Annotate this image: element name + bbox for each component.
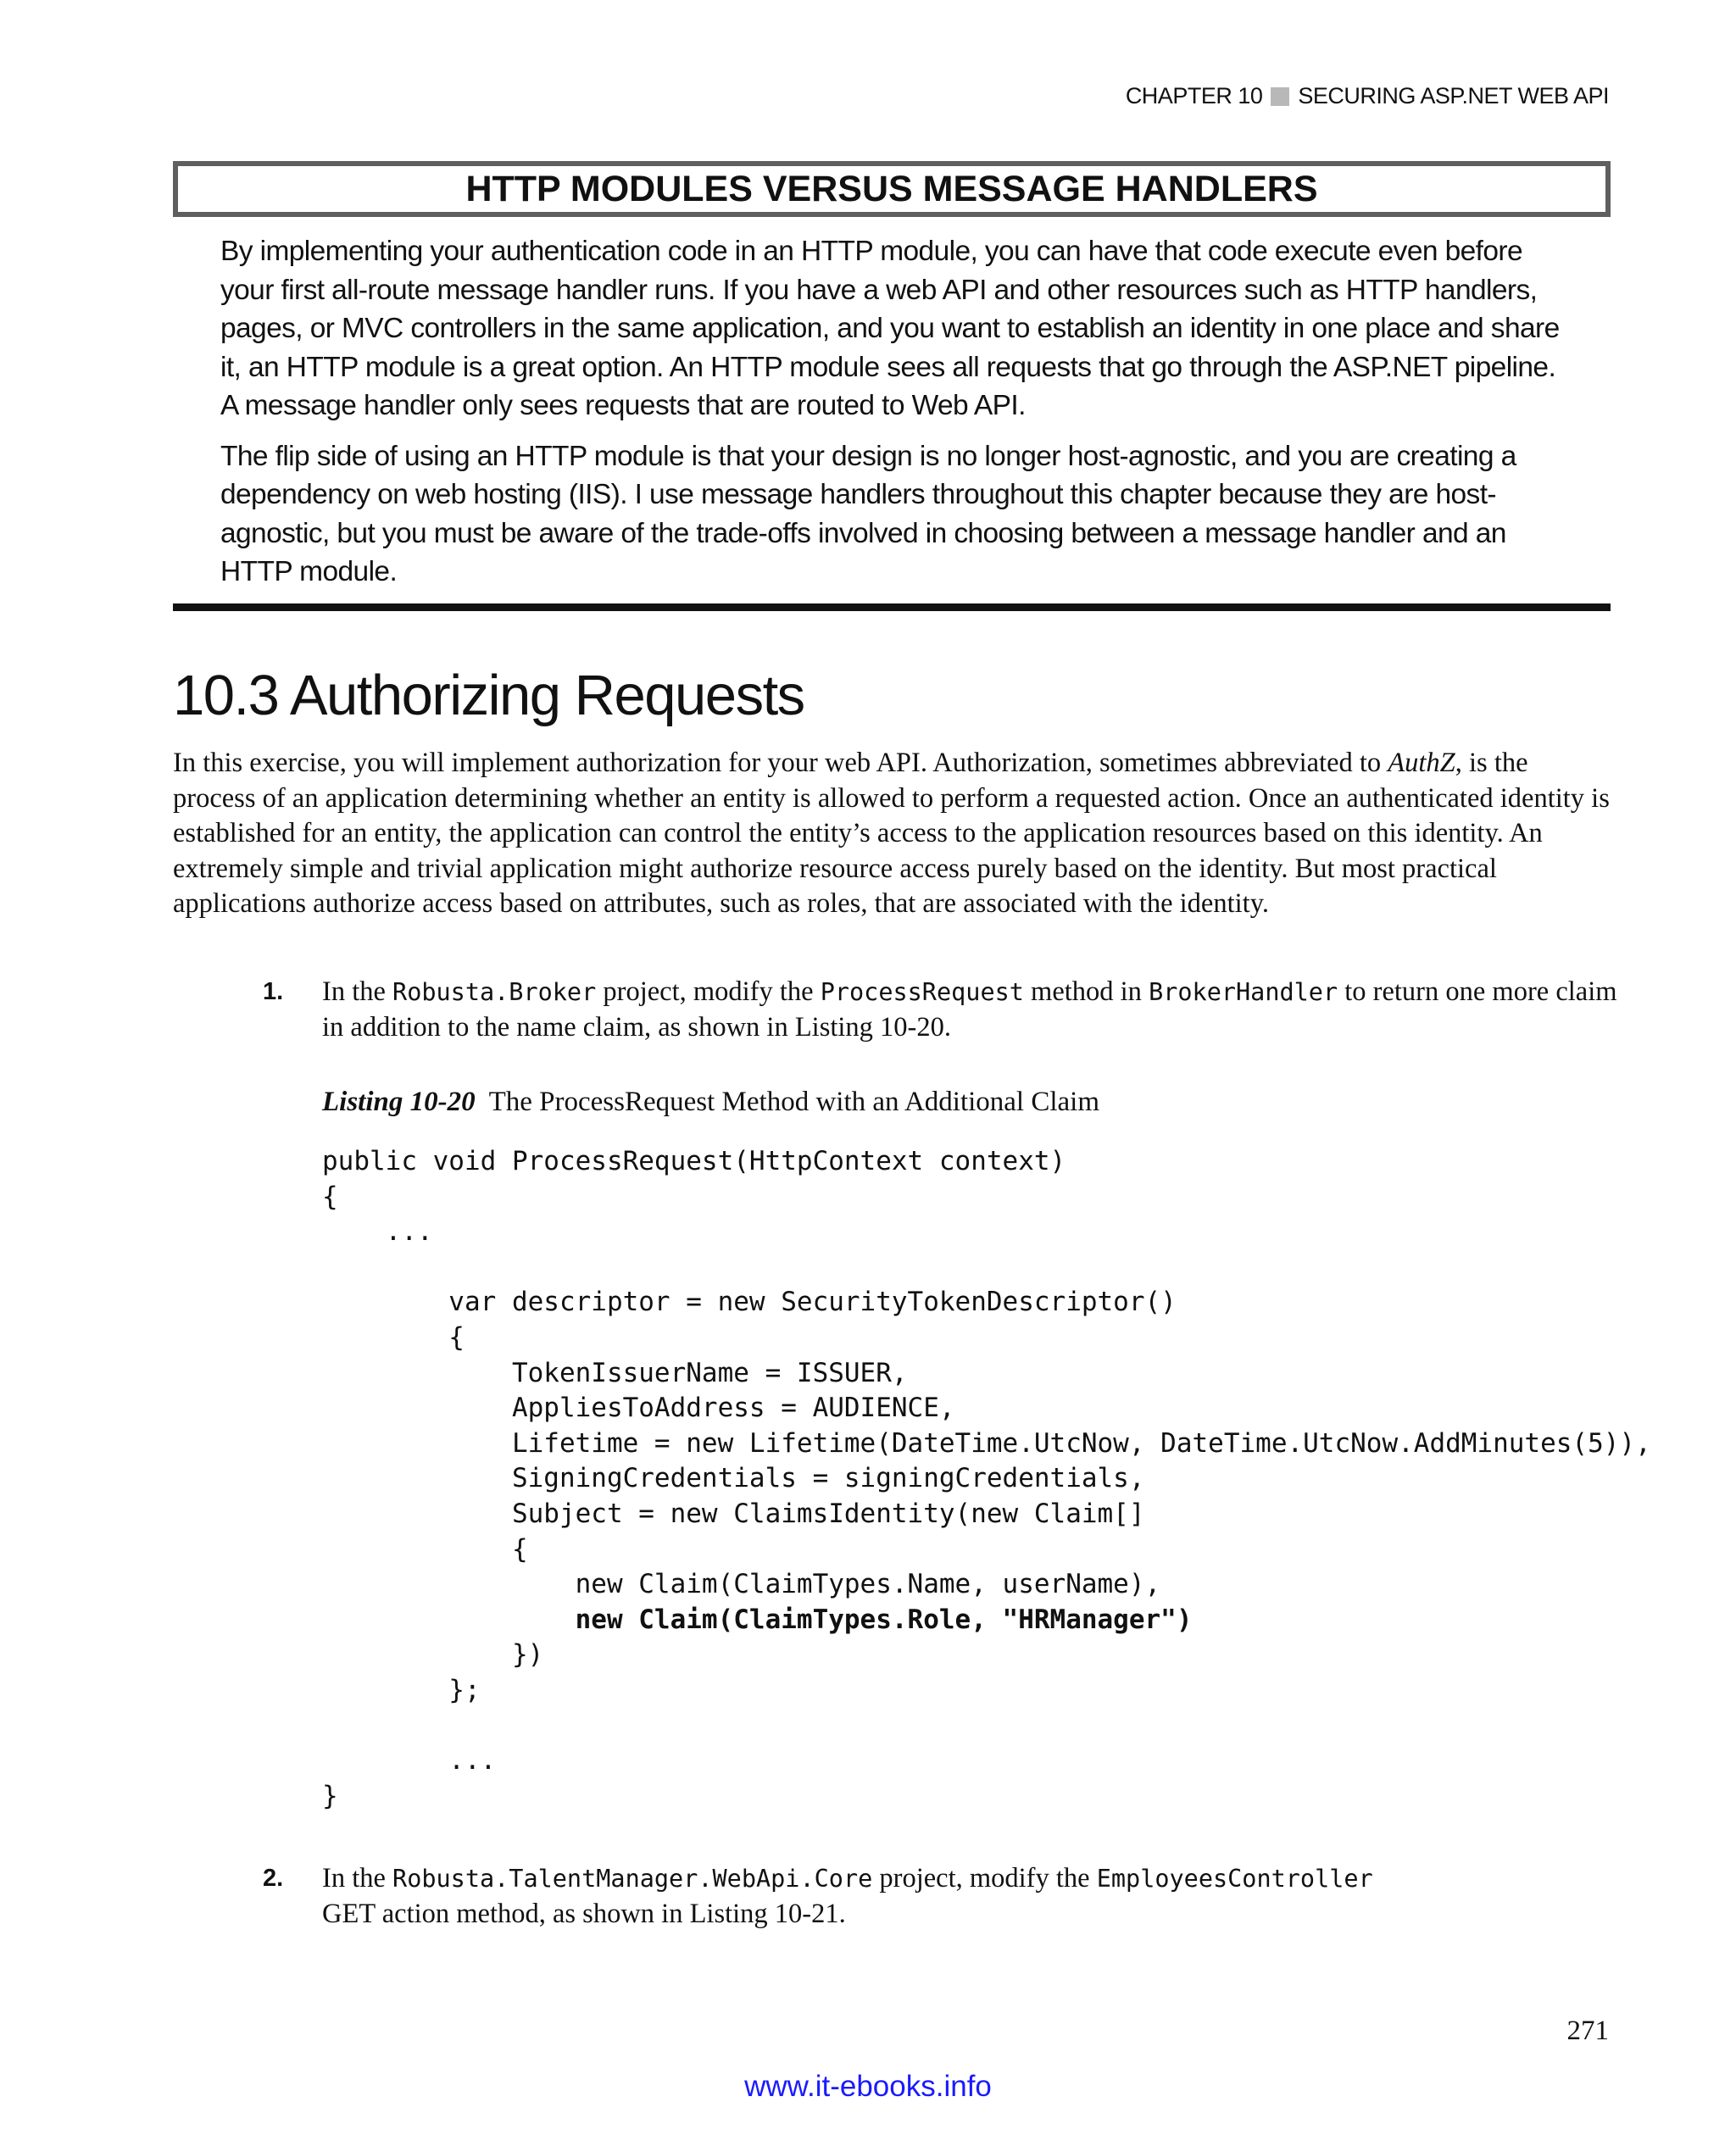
code-line — [322, 1709, 1651, 1744]
code-line: Subject = new ClaimsIdentity(new Claim[] — [322, 1498, 1145, 1529]
step-text-part: GET action method, as shown in Listing 10-21. — [322, 1898, 846, 1929]
sidebar-body — [173, 217, 1611, 592]
code-line: { — [322, 1321, 465, 1353]
project-name-code: Robusta.TalentManager.WebApi.Core — [392, 1865, 873, 1893]
class-name-code: BrokerHandler — [1149, 978, 1338, 1006]
step-text-part: In the — [322, 1863, 393, 1894]
step-text-part: method in — [1023, 976, 1149, 1007]
step-2 — [263, 1861, 1619, 1932]
running-head — [1126, 83, 1609, 109]
step-number: 2. — [263, 1865, 284, 1892]
running-head-chapter: CHAPTER 10 — [1125, 83, 1263, 108]
code-line: } — [322, 1780, 338, 1811]
listing-label: Listing 10-20 — [322, 1087, 476, 1117]
code-line: Lifetime = new Lifetime(DateTime.UtcNow, DateTime.UtcNow.AddMinutes(5)), — [322, 1427, 1651, 1459]
method-name-code: ProcessRequest — [820, 978, 1024, 1006]
code-line: var descriptor = new SecurityTokenDescriptor() — [322, 1287, 1177, 1318]
intro-text: In this exercise, you will implement authorization for your web API. Authorization, sometimes abbreviated to — [173, 748, 1388, 778]
listing-title: The ProcessRequest Method with an Additional Claim — [488, 1087, 1100, 1117]
page-number: 271 — [1566, 2016, 1609, 2046]
intro-text-continued: , is the process of an application determining whether an entity is allowed to perform a requested action. Once an authenticated identity is established for an entity, the application can control the entity’s access to the application resources based on this identity. An extremely simple and trivial application might authorize resource access purely based on the identity. But most practical applications authorize access based on attributes, such as roles, that are associated with the identity. — [173, 748, 1610, 919]
code-line: }) — [322, 1639, 544, 1671]
footer-website-link[interactable]: www.it-ebooks.info — [744, 2070, 992, 2103]
intro-paragraph — [173, 746, 1614, 922]
step-text — [322, 1861, 1619, 1932]
sidebar-title: HTTP MODULES VERSUS MESSAGE HANDLERS — [173, 161, 1611, 217]
code-line: }; — [322, 1674, 481, 1705]
step-text-part: project, modify the — [596, 976, 821, 1007]
project-name-code: Robusta.Broker — [392, 978, 597, 1006]
code-line: { — [322, 1533, 528, 1565]
intro-italic-term: AuthZ — [1388, 748, 1455, 778]
step-text — [322, 975, 1619, 1045]
listing-caption — [322, 1087, 1099, 1118]
step-text-part: to return one more claim in addition to the name claim, as shown in Listing 10-20. — [322, 976, 1617, 1043]
sidebar-bottom-rule — [173, 603, 1611, 611]
step-text-part: project, modify the — [872, 1863, 1097, 1894]
running-head-title: SECURING ASP.NET WEB API — [1298, 83, 1609, 108]
square-separator-icon — [1271, 87, 1289, 106]
code-line: TokenIssuerName = ISSUER, — [322, 1357, 908, 1388]
sidebar-paragraph: The flip side of using an HTTP module is that your design is no longer host-agnostic, and you are creating a dependency on web hosting (IIS). I use message handlers throughout this chapter because they are host-agnostic, but you must be aware of the trade-offs involved in choosing between a message handler and an HTTP module. — [220, 440, 1516, 587]
code-line: ... — [322, 1745, 497, 1777]
step-text-part: In the — [322, 976, 393, 1007]
code-line-highlighted: new Claim(ClaimTypes.Role, "HRManager") — [322, 1604, 1193, 1635]
code-line: AppliesToAddress = AUDIENCE, — [322, 1393, 955, 1424]
code-line — [322, 1250, 1651, 1286]
sidebar-paragraph: By implementing your authentication code in an HTTP module, you can have that code execute even before your first all-route message handler runs. If you have a web API and other resources such as HTTP handlers, pages, or MVC controllers in the same application, and you want to establish an identity in one place and share it, an HTTP module is a great option. An HTTP module sees all requests that go through the ASP.NET pipeline. A message handler only sees requests that are routed to Web API. — [220, 236, 1560, 421]
code-line: { — [322, 1181, 338, 1212]
section-heading: 10.3 Authorizing Requests — [173, 664, 804, 727]
controller-name-code: EmployeesController — [1096, 1865, 1373, 1893]
code-line: SigningCredentials = signingCredentials, — [322, 1463, 1145, 1494]
step-1 — [263, 975, 1619, 1045]
code-line: public void ProcessRequest(HttpContext context) — [322, 1146, 1066, 1176]
code-listing — [322, 1144, 1651, 1814]
step-number: 1. — [263, 978, 284, 1005]
sidebar-box — [173, 161, 1611, 611]
code-line: ... — [322, 1216, 433, 1248]
code-line: new Claim(ClaimTypes.Name, userName), — [322, 1569, 1161, 1600]
